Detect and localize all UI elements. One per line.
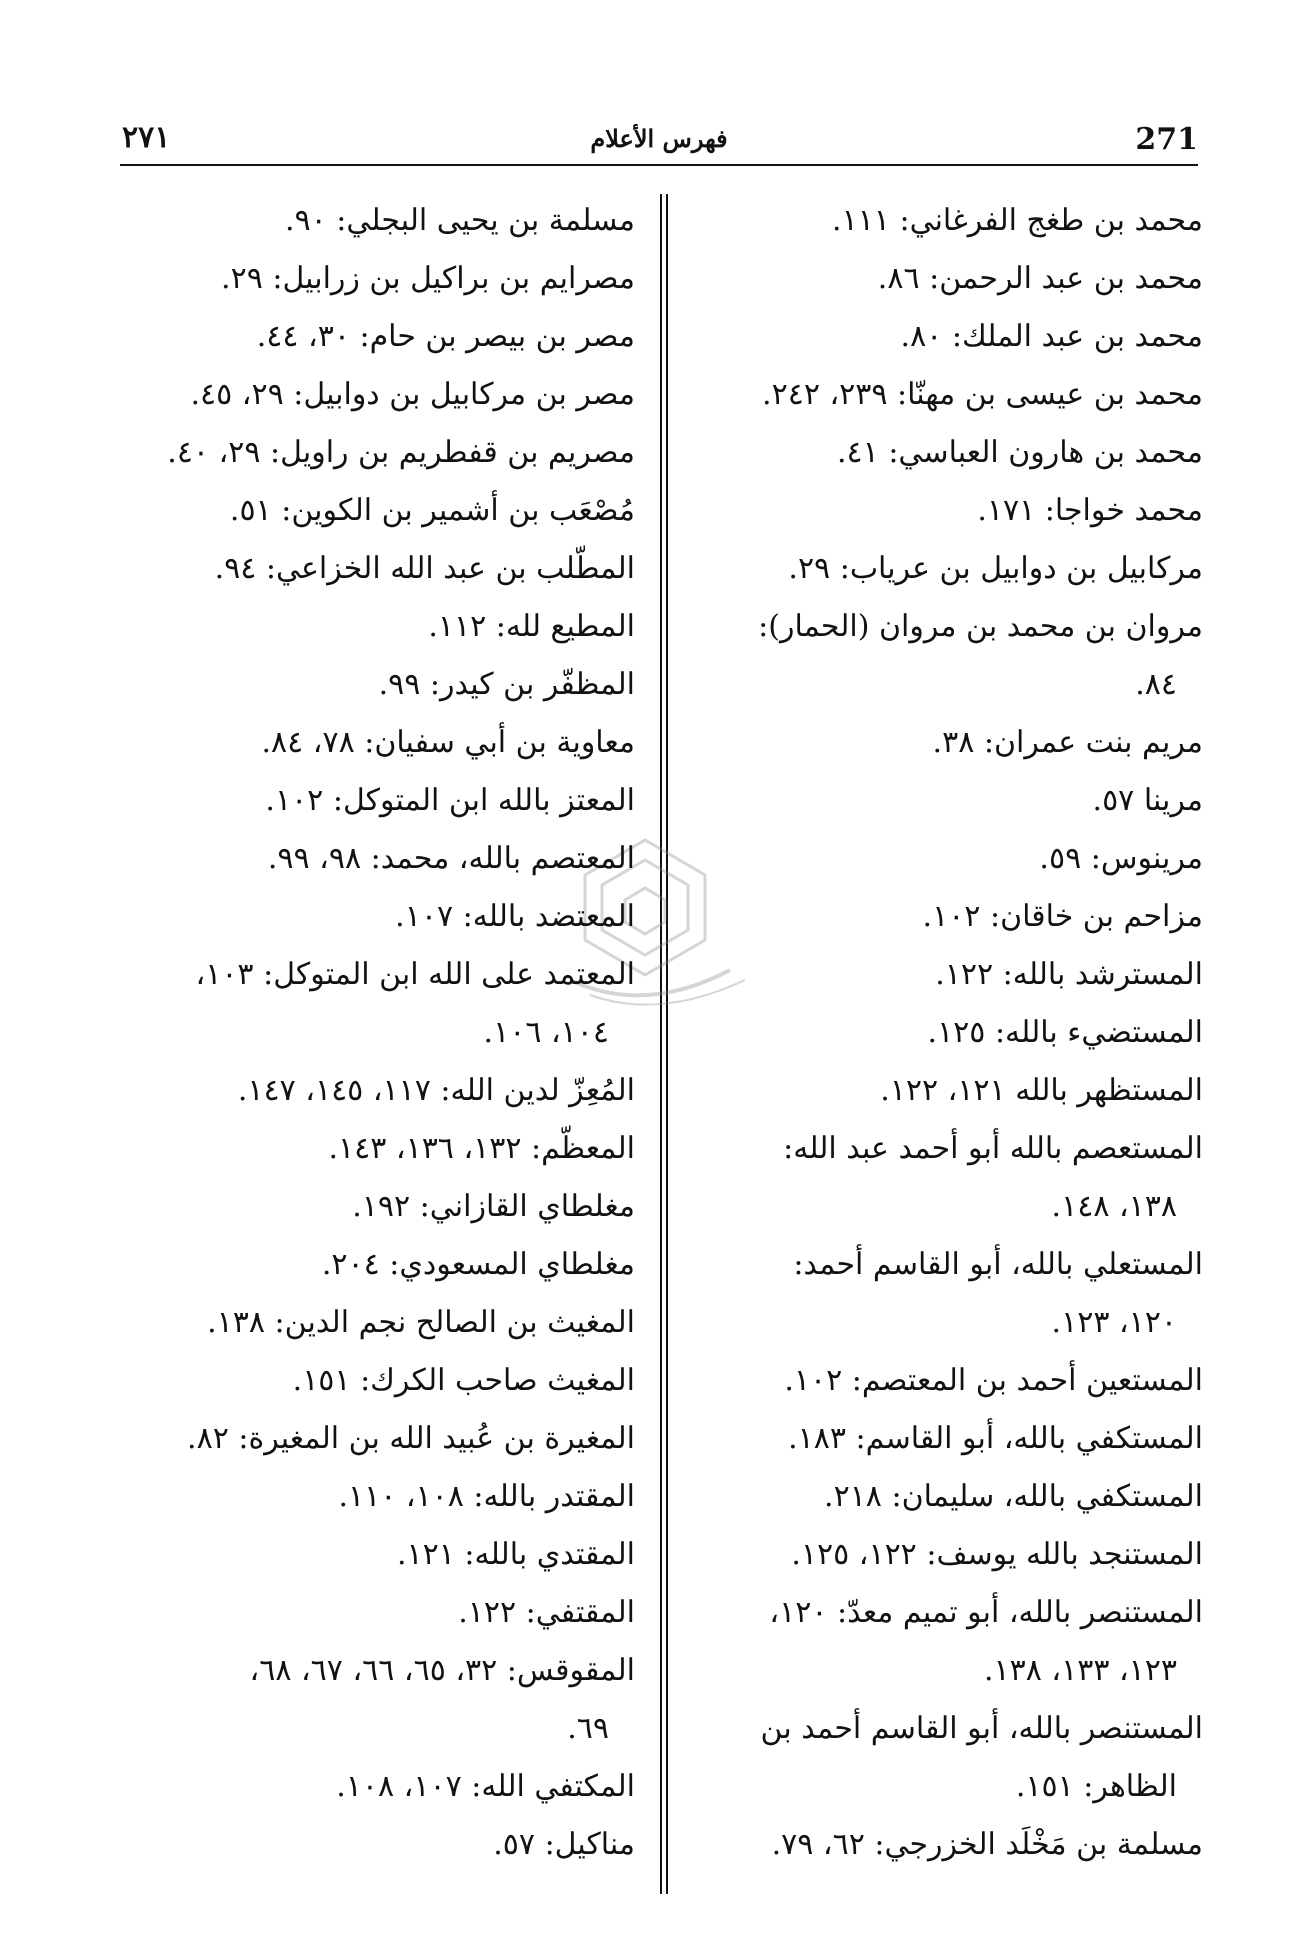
index-entry: [115, 1352, 635, 1410]
index-entry-text: مصر بن بيصر بن حام: ٣٠، ٤٤.: [256, 319, 635, 354]
index-entry: [683, 1410, 1203, 1468]
index-entry: [115, 1758, 635, 1816]
index-entry: [115, 1062, 635, 1120]
index-entry: [683, 1352, 1203, 1410]
index-entry: [683, 830, 1203, 888]
index-entry-text: المستعصم بالله أبو أحمد عبد الله:: [783, 1131, 1203, 1166]
index-entry-text: المقتفي: ١٢٢.: [458, 1595, 635, 1630]
index-entry: [115, 1120, 635, 1178]
index-entry: [115, 598, 635, 656]
index-entry-text: مريم بنت عمران: ٣٨.: [932, 725, 1203, 760]
index-entry: [683, 250, 1203, 308]
index-entry: [115, 1526, 635, 1584]
index-entry: [115, 1294, 635, 1352]
index-entry-continuation: ١٢٣، ١٣٣، ١٣٨.: [983, 1653, 1177, 1688]
index-entry-continuation: ٦٩.: [567, 1711, 609, 1746]
column-divider: [660, 194, 668, 1894]
index-entry-text: المستعلي بالله، أبو القاسم أحمد:: [793, 1247, 1203, 1282]
index-entry: [115, 1642, 635, 1758]
index-entry-continuation: ١٣٨، ١٤٨.: [1051, 1189, 1177, 1224]
index-entry-text: مرينا ٥٧.: [1092, 783, 1203, 818]
index-entry-text: مغلطاي القازاني: ١٩٢.: [352, 1189, 635, 1224]
index-entry: [683, 714, 1203, 772]
index-entry-text: محمد خواجا: ١٧١.: [977, 493, 1203, 528]
index-entry-text: مركابيل بن دوابيل بن عرياب: ٢٩.: [788, 551, 1203, 586]
index-entry-text: مُصْعَب بن أشمير بن الكوين: ٥١.: [229, 493, 635, 528]
index-entry-text: محمد بن عيسى بن مهنّا: ٢٣٩، ٢٤٢.: [762, 377, 1203, 412]
index-entry-text: المستضيء بالله: ١٢٥.: [927, 1015, 1203, 1050]
index-entry-text: المقتدر بالله: ١٠٨، ١١٠.: [338, 1479, 635, 1514]
index-entry: [115, 1178, 635, 1236]
index-entry: [683, 888, 1203, 946]
index-entry: [683, 1700, 1203, 1816]
index-entry-text: المعظّم: ١٣٢، ١٣٦، ١٤٣.: [328, 1131, 635, 1166]
index-entry: [683, 1526, 1203, 1584]
index-entry: [115, 1468, 635, 1526]
index-entry: [115, 888, 635, 946]
index-entry: [115, 308, 635, 366]
index-entry: [115, 424, 635, 482]
index-entry-text: مصر بن مركابيل بن دوابيل: ٢٩، ٤٥.: [190, 377, 635, 412]
index-entry: [683, 772, 1203, 830]
index-entry-text: المستنجد بالله يوسف: ١٢٢، ١٢٥.: [791, 1537, 1203, 1572]
index-entry: [115, 1236, 635, 1294]
index-entry: [115, 1816, 635, 1874]
index-entry-text: محمد بن طغج الفرغاني: ١١١.: [832, 203, 1203, 238]
index-entry-text: المستنصر بالله، أبو تميم معدّ: ١٢٠،: [769, 1595, 1203, 1630]
index-entry-text: المقتدي بالله: ١٢١.: [397, 1537, 635, 1572]
index-column-right: [683, 192, 1203, 1874]
index-entry: [115, 714, 635, 772]
index-entry-text: المسترشد بالله: ١٢٢.: [935, 957, 1203, 992]
index-entry: [683, 1004, 1203, 1062]
page-header: [120, 108, 1198, 166]
index-entry-text: المظفّر بن كيدر: ٩٩.: [378, 667, 635, 702]
index-entry-text: معاوية بن أبي سفيان: ٧٨، ٨٤.: [261, 725, 635, 760]
index-entry-text: المغيرة بن عُبيد الله بن المغيرة: ٨٢.: [187, 1421, 635, 1456]
index-column-left: [115, 192, 635, 1874]
index-entry: [683, 482, 1203, 540]
index-entry-text: المعتضد بالله: ١٠٧.: [395, 899, 635, 934]
index-entry: [683, 308, 1203, 366]
index-entry-text: المستعين أحمد بن المعتصم: ١٠٢.: [784, 1363, 1203, 1398]
index-entry: [115, 192, 635, 250]
index-entry-text: المعتز بالله ابن المتوكل: ١٠٢.: [265, 783, 635, 818]
index-entry: [115, 946, 635, 1062]
index-entry: [683, 1584, 1203, 1700]
index-entry-text: المُعِزّ لدين الله: ١١٧، ١٤٥، ١٤٧.: [237, 1073, 635, 1108]
index-entry-text: مغلطاي المسعودي: ٢٠٤.: [321, 1247, 635, 1282]
index-entry: [115, 250, 635, 308]
index-entry-text: المطّلب بن عبد الله الخزاعي: ٩٤.: [214, 551, 635, 586]
index-entry-continuation: الظاهر: ١٥١.: [1015, 1769, 1177, 1804]
index-entry: [683, 598, 1203, 714]
index-entry-text: المستكفي بالله، سليمان: ٢١٨.: [824, 1479, 1203, 1514]
index-entry-continuation: ١٠٤، ١٠٦.: [483, 1015, 609, 1050]
index-entry: [683, 424, 1203, 482]
index-entry: [115, 366, 635, 424]
index-entry-text: محمد بن عبد الرحمن: ٨٦.: [877, 261, 1203, 296]
index-entry-text: المقوقس: ٣٢، ٦٥، ٦٦، ٦٧، ٦٨،: [249, 1653, 635, 1688]
index-entry: [115, 482, 635, 540]
index-entry: [683, 1120, 1203, 1236]
index-entry: [115, 1410, 635, 1468]
index-entry-text: مسلمة بن مَخْلَد الخزرجي: ٦٢، ٧٩.: [771, 1827, 1203, 1862]
index-entry-text: المغيث صاحب الكرك: ١٥١.: [292, 1363, 635, 1398]
page-number-latin: 271: [1135, 122, 1198, 157]
index-entry: [115, 540, 635, 598]
index-entry: [683, 1062, 1203, 1120]
index-entry: [683, 1816, 1203, 1874]
index-entry-text: المستنصر بالله، أبو القاسم أحمد بن: [760, 1711, 1203, 1746]
index-entry: [115, 830, 635, 888]
index-entry-text: مناكيل: ٥٧.: [493, 1827, 635, 1862]
index-entry-text: مرينوس: ٥٩.: [1039, 841, 1203, 876]
index-entry: [115, 656, 635, 714]
index-entry-text: مزاحم بن خاقان: ١٠٢.: [922, 899, 1203, 934]
index-entry-text: مصرايم بن براكيل بن زرابيل: ٢٩.: [221, 261, 635, 296]
index-entry-text: المغيث بن الصالح نجم الدين: ١٣٨.: [207, 1305, 635, 1340]
index-entry: [683, 192, 1203, 250]
index-entry-text: محمد بن عبد الملك: ٨٠.: [900, 319, 1203, 354]
index-entry-text: المكتفي الله: ١٠٧، ١٠٨.: [336, 1769, 635, 1804]
index-entry: [115, 1584, 635, 1642]
index-entry-text: محمد بن هارون العباسي: ٤١.: [837, 435, 1203, 470]
index-entry: [683, 1236, 1203, 1352]
index-entry-continuation: ٨٤.: [1135, 667, 1177, 702]
page-number-arabic: ٢٧١: [122, 120, 171, 155]
index-entry-text: المستكفي بالله، أبو القاسم: ١٨٣.: [788, 1421, 1203, 1456]
index-entry: [683, 1468, 1203, 1526]
index-entry-text: المطيع لله: ١١٢.: [428, 609, 635, 644]
index-entry: [683, 366, 1203, 424]
index-entry-text: مسلمة بن يحيى البجلي: ٩٠.: [284, 203, 635, 238]
running-title: فهرس الأعلام: [590, 124, 728, 153]
index-entry: [683, 946, 1203, 1004]
index-entry: [115, 772, 635, 830]
index-entry-text: مصريم بن قفطريم بن راويل: ٢٩، ٤٠.: [167, 435, 635, 470]
index-entry-text: مروان بن محمد بن مروان (الحمار):: [758, 609, 1203, 644]
index-entry-text: المعتصم بالله، محمد: ٩٨، ٩٩.: [267, 841, 635, 876]
index-entry-continuation: ١٢٠، ١٢٣.: [1051, 1305, 1177, 1340]
index-entry-text: المعتمد على الله ابن المتوكل: ١٠٣،: [195, 957, 635, 992]
index-entry-text: المستظهر بالله ١٢١، ١٢٢.: [880, 1073, 1203, 1108]
index-entry: [683, 540, 1203, 598]
